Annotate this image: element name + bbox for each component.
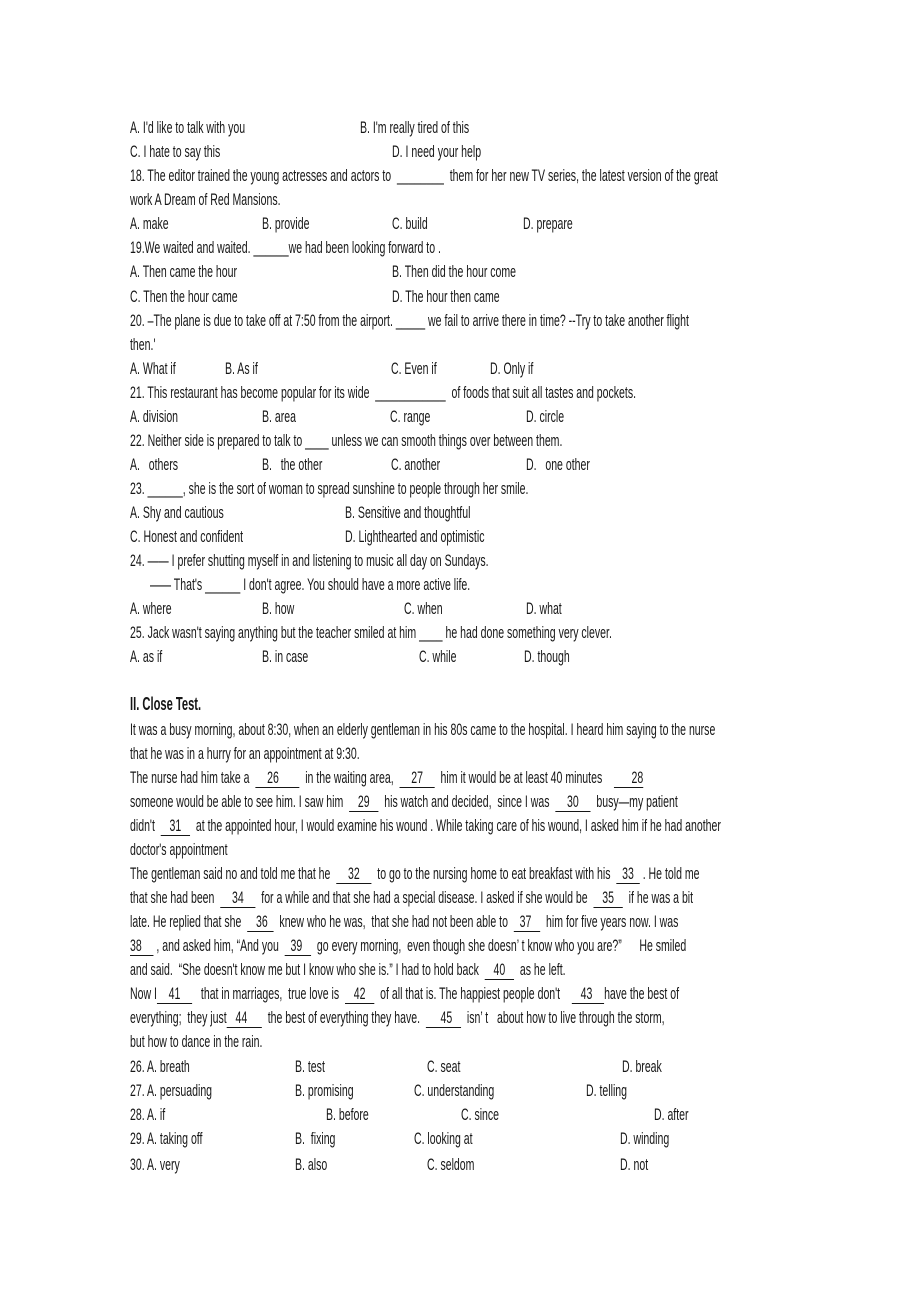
option: [130, 455, 178, 474]
option: [130, 503, 224, 522]
blank-underline: 44: [226, 1008, 262, 1027]
text-segment: everything; they just: [130, 1008, 227, 1027]
blank-underline: 31: [160, 816, 191, 835]
question-stem: [130, 166, 718, 185]
cloze-option: [654, 1105, 689, 1124]
text-segment: B. I'm really tired of this: [359, 118, 470, 137]
option: [524, 647, 570, 666]
option: [526, 407, 564, 426]
text-segment: II. Close Test.: [130, 694, 202, 714]
cloze-paragraph-line: [130, 984, 679, 1003]
blank-underline: 35: [593, 888, 623, 907]
text-segment: busy—my patient: [590, 792, 678, 811]
text-segment: if he was a bit: [622, 888, 694, 907]
blank-underline: 33: [616, 864, 640, 883]
text-segment: that he was in a hurry for an appointment at 9:30.: [130, 744, 360, 763]
text-segment: 19.We waited and waited. ______we had been looking forward to .: [130, 238, 441, 257]
text-segment: of all that is. The happiest people don't: [374, 984, 572, 1003]
option: [392, 262, 516, 281]
cloze-option: [326, 1105, 369, 1124]
text-segment: C. since: [460, 1105, 500, 1124]
text-segment: B. area: [262, 407, 296, 426]
option: [130, 262, 237, 281]
cloze-option: [620, 1129, 669, 1148]
blank-underline: 40: [484, 960, 515, 979]
question-stem: [130, 623, 612, 642]
text-segment: A. I'd like to talk with you: [130, 118, 246, 137]
text-segment: work A Dream of Red Mansions.: [130, 190, 281, 209]
text-segment: A. as if: [130, 647, 163, 666]
text-segment: doctor's appointment: [130, 840, 228, 859]
option: [130, 359, 176, 378]
cloze-option: [586, 1081, 627, 1100]
blank-underline: 42: [345, 984, 375, 1003]
question-stem: [130, 383, 636, 402]
text-segment: 23. ______, she is the sort of woman to spread sunshine to people through her smile.: [130, 479, 529, 498]
text-segment: The gentleman said no and told me that he: [130, 864, 337, 883]
text-segment: as he left.: [514, 960, 566, 979]
text-segment: C. while: [418, 647, 457, 666]
option: [130, 287, 238, 306]
text-segment: but how to dance in the rain.: [130, 1032, 263, 1051]
blank-underline: 27: [399, 768, 435, 787]
cloze-option: [130, 1057, 190, 1076]
text-segment: The nurse had him take a: [130, 768, 256, 787]
text-segment: C. range: [389, 407, 431, 426]
blank-underline: 34: [220, 888, 256, 907]
cloze-option: [427, 1155, 474, 1174]
text-segment: didn't: [130, 816, 161, 835]
question-stem: [130, 551, 489, 570]
text-segment: B. fixing: [294, 1129, 336, 1148]
text-segment: . He told me: [639, 864, 700, 883]
blank-underline: 29: [349, 792, 379, 811]
text-segment: C. Then the hour came: [130, 287, 238, 306]
text-segment: C. understanding: [413, 1081, 495, 1100]
cloze-paragraph-line: [130, 960, 566, 979]
option: [345, 527, 484, 546]
cloze-paragraph-line: [130, 816, 721, 835]
text-segment: D. what: [526, 599, 562, 618]
text-segment: 28. A. if: [130, 1105, 166, 1124]
text-segment: 27. A. persuading: [130, 1081, 213, 1100]
cloze-paragraph-line: [130, 768, 643, 787]
option: [392, 287, 500, 306]
option: [130, 142, 220, 161]
option: [130, 214, 169, 233]
text-segment: 25. Jack wasn't saying anything but the teacher smiled at him ____ he had done something very clever.: [130, 623, 612, 642]
text-segment: at the appointed hour, I would examine his wound . While taking care of his wound, I asked him if he had another: [190, 816, 721, 835]
option: [262, 407, 296, 426]
option: [130, 118, 245, 137]
question-stem: [130, 431, 562, 450]
question-stem-continuation: [130, 335, 155, 354]
option: [262, 455, 322, 474]
text-segment: D. telling: [586, 1081, 628, 1100]
text-segment: 22. Neither side is prepared to talk to ____ unless we can smooth things over between them.: [130, 431, 563, 450]
blank-underline: 43: [571, 984, 605, 1003]
question-stem-continuation: [130, 190, 281, 209]
blank-underline: 30: [555, 792, 591, 811]
blank-underline: 39: [284, 936, 312, 955]
text-segment: go every morning, even though she doesn’ t know who you are?” He smiled: [311, 936, 687, 955]
option: [404, 599, 443, 618]
text-segment: D. not: [620, 1155, 649, 1174]
option: [392, 142, 481, 161]
text-segment: A. make: [130, 214, 169, 233]
text-segment: A. Shy and cautious: [130, 503, 224, 522]
option: [419, 647, 456, 666]
cloze-option: [130, 1105, 165, 1124]
text-segment: —— That's ______ I don't agree. You should have a more active life.: [149, 575, 471, 594]
text-segment: D. prepare: [522, 214, 573, 233]
option: [360, 118, 469, 137]
blank-underline: 28: [613, 768, 644, 787]
question-stem: [130, 238, 441, 257]
text-segment: B. how: [262, 599, 295, 618]
cloze-option: [427, 1057, 460, 1076]
text-segment: for a while and that she had a special disease. I asked if she would be: [255, 888, 594, 907]
text-segment: B. provide: [262, 214, 310, 233]
blank-underline: 26: [255, 768, 300, 787]
cloze-option: [622, 1057, 662, 1076]
text-segment: B. the other: [262, 455, 323, 474]
text-segment: B. before: [325, 1105, 369, 1124]
text-segment: D. The hour then came: [392, 287, 500, 306]
text-segment: 30. A. very: [130, 1155, 180, 1174]
text-segment: D. I need your help: [392, 142, 482, 161]
text-segment: B. test: [294, 1057, 325, 1076]
text-segment: him for five years now. I was: [540, 912, 679, 931]
cloze-paragraph-line: [130, 720, 715, 739]
cloze-option: [414, 1129, 473, 1148]
text-segment: that she had been: [130, 888, 221, 907]
option: [262, 214, 309, 233]
option: [130, 407, 178, 426]
text-segment: someone would be able to see him. I saw him: [130, 792, 350, 811]
text-segment: and said. “She doesn't know me but I know who she is.” I had to hold back: [130, 960, 485, 979]
text-segment: his watch and decided, since I was: [378, 792, 556, 811]
option: [390, 407, 430, 426]
text-segment: C. seat: [426, 1057, 461, 1076]
option: [262, 647, 308, 666]
blank-underline: 36: [247, 912, 274, 931]
cloze-paragraph-line: [130, 1008, 665, 1027]
text-segment: C. build: [392, 214, 428, 233]
text-segment: C. Honest and confident: [130, 527, 244, 546]
option: [526, 455, 590, 474]
text-segment: knew who he was, that she had not been able to: [273, 912, 514, 931]
text-segment: that in marriages, true love is: [192, 984, 346, 1003]
text-segment: It was a busy morning, about 8:30, when an elderly gentleman in his 80s came to the hospital. I heard him saying to the nurse: [130, 720, 716, 739]
text-segment: C. when: [403, 599, 443, 618]
text-segment: B. As if: [224, 359, 258, 378]
text-segment: D. after: [653, 1105, 689, 1124]
option: [262, 599, 294, 618]
text-segment: C. I hate to say this: [130, 142, 221, 161]
text-segment: C. Even if: [390, 359, 437, 378]
cloze-paragraph-line: [130, 1032, 262, 1051]
text-segment: D. though: [524, 647, 570, 666]
cloze-option: [620, 1155, 648, 1174]
text-segment: Now I: [130, 984, 157, 1003]
text-segment: him it would be at least 40 minutes: [434, 768, 614, 787]
blank-underline: 32: [336, 864, 372, 883]
text-segment: 18. The editor trained the young actresses and actors to ________ them for her new TV series, the latest version of the great: [130, 166, 718, 185]
cloze-option: [295, 1081, 354, 1100]
text-segment: A. division: [130, 407, 179, 426]
blank-underline: 45: [425, 1008, 462, 1027]
text-segment: D. circle: [526, 407, 565, 426]
text-segment: A. Then came the hour: [130, 262, 238, 281]
cloze-option: [130, 1129, 202, 1148]
blank-underline: 41: [156, 984, 193, 1003]
text-segment: A. where: [130, 599, 172, 618]
text-segment: A. What if: [130, 359, 176, 378]
text-segment: D. break: [621, 1057, 662, 1076]
text-segment: 29. A. taking off: [130, 1129, 203, 1148]
text-segment: C. another: [390, 455, 441, 474]
text-segment: 21. This restaurant has become popular for its wide ____________ of foods that suit all tastes and pockets.: [130, 383, 637, 402]
cloze-paragraph-line: [130, 792, 678, 811]
cloze-option: [130, 1081, 212, 1100]
blank-underline: 38: [130, 936, 154, 955]
text-segment: D. Only if: [489, 359, 534, 378]
section-heading: [130, 695, 201, 714]
text-segment: 26. A. breath: [130, 1057, 190, 1076]
option: [225, 359, 258, 378]
text-segment: the best of everything they have.: [261, 1008, 426, 1027]
question-stem: [130, 479, 528, 498]
text-segment: D. Lighthearted and optimistic: [345, 527, 485, 546]
cloze-option: [295, 1057, 325, 1076]
text-segment: B. Sensitive and thoughtful: [345, 503, 471, 522]
text-segment: C. seldom: [426, 1155, 475, 1174]
option: [130, 527, 243, 546]
text-segment: then.': [130, 335, 156, 354]
question-stem-continuation: [150, 575, 470, 594]
text-segment: isn’ t about how to live through the storm,: [461, 1008, 665, 1027]
cloze-paragraph-line: [130, 864, 700, 883]
text-segment: in the waiting area,: [299, 768, 400, 787]
cloze-paragraph-line: [130, 912, 678, 931]
option: [490, 359, 533, 378]
blank-underline: 37: [513, 912, 541, 931]
text-segment: 24. —— I prefer shutting myself in and listening to music all day on Sundays.: [130, 551, 489, 570]
text-segment: 20. –The plane is due to take off at 7:50 from the airport. _____ we fail to arrive there in time? --Try to take another flight: [130, 311, 689, 330]
text-segment: B. also: [294, 1155, 328, 1174]
text-segment: D. winding: [620, 1129, 670, 1148]
option: [526, 599, 562, 618]
cloze-option: [414, 1081, 494, 1100]
text-segment: have the best of: [604, 984, 680, 1003]
option: [391, 359, 437, 378]
option: [130, 599, 172, 618]
text-segment: C. looking at: [413, 1129, 473, 1148]
option: [130, 647, 162, 666]
text-segment: D. one other: [526, 455, 590, 474]
cloze-paragraph-line: [130, 888, 693, 907]
option: [345, 503, 470, 522]
cloze-paragraph-line: [130, 744, 360, 763]
text-segment: , and asked him, “And you: [153, 936, 285, 955]
text-segment: B. Then did the hour come: [392, 262, 517, 281]
cloze-option: [295, 1155, 327, 1174]
cloze-option: [130, 1155, 180, 1174]
option: [523, 214, 573, 233]
text-segment: B. promising: [294, 1081, 354, 1100]
text-segment: late. He replied that she: [130, 912, 248, 931]
cloze-paragraph-line: [130, 936, 686, 955]
cloze-paragraph-line: [130, 840, 228, 859]
cloze-option: [461, 1105, 499, 1124]
text-segment: B. in case: [262, 647, 309, 666]
option: [392, 214, 428, 233]
question-stem: [130, 311, 689, 330]
text-segment: A. others: [130, 455, 179, 474]
text-segment: to go to the nursing home to eat breakfast with his: [371, 864, 617, 883]
cloze-option: [295, 1129, 335, 1148]
option: [391, 455, 440, 474]
